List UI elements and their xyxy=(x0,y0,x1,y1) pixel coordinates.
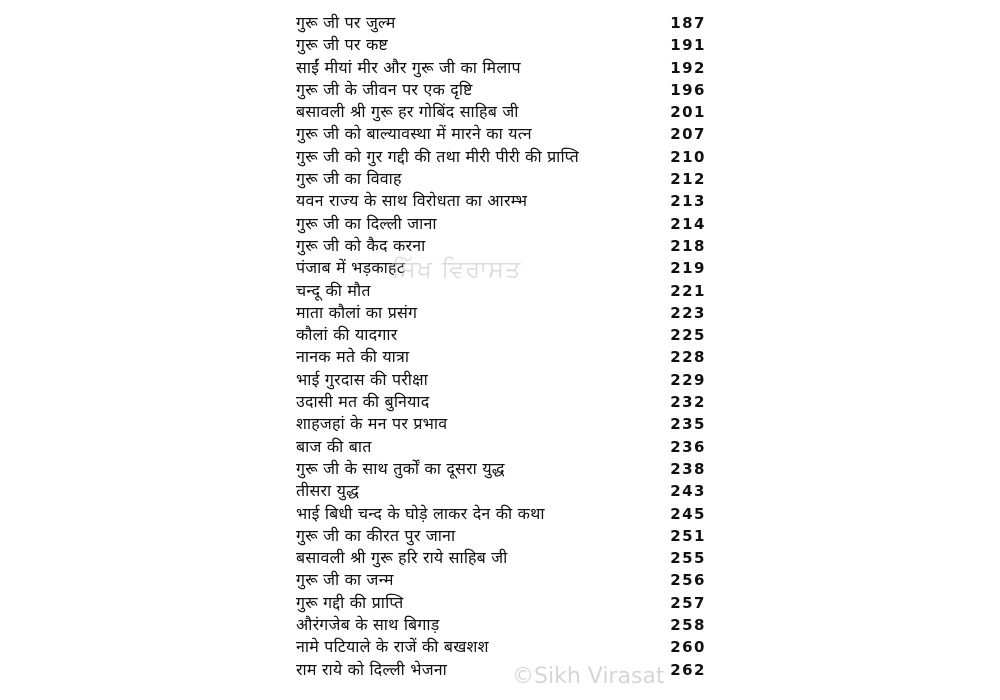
toc-entry xyxy=(296,391,706,413)
toc-entry xyxy=(296,168,706,190)
toc-entry-page-number: 192 xyxy=(670,58,706,77)
toc-entry-title: बसावली श्री गुरू हरि राये साहिब जी xyxy=(296,548,508,568)
toc-entry-title: बसावली श्री गुरू हर गोबिंद साहिब जी xyxy=(296,102,519,122)
toc-entry-page-number: 196 xyxy=(670,80,706,99)
toc-entry xyxy=(296,480,706,502)
toc-entry xyxy=(296,34,706,56)
toc-entry xyxy=(296,79,706,101)
toc-entry xyxy=(296,525,706,547)
toc-entry-title: गुरू जी के साथ तुर्कों का दूसरा युद्ध xyxy=(296,458,505,478)
toc-entry-page-number: 260 xyxy=(670,638,706,657)
toc-entry-page-number: 201 xyxy=(670,103,706,122)
toc-entry-page-number: 187 xyxy=(670,14,706,32)
toc-entry-page-number: 210 xyxy=(670,147,706,166)
toc-entry-title: नामे पटियाले के राजें की बखशश xyxy=(296,637,489,657)
toc-entry xyxy=(296,503,706,525)
toc-entry-title: भाई बिधी चन्द के घोड़े लाकर देन की कथा xyxy=(296,503,545,523)
toc-entry-title: चन्दू की मौत xyxy=(296,280,371,300)
toc-entry-title: बाज की बात xyxy=(296,436,372,456)
toc-entry-page-number: 191 xyxy=(670,36,706,55)
toc-entry xyxy=(296,101,706,123)
toc-entry-title: गुरू जी का विवाह xyxy=(296,169,402,189)
toc-entry xyxy=(296,592,706,614)
toc-entry xyxy=(296,569,706,591)
toc-entry-title: नानक मते की यात्रा xyxy=(296,347,410,367)
toc-entry-title: गुरू जी को गुर गद्दी की तथा मीरी पीरी की प्राप्ति xyxy=(296,146,579,166)
toc-entry-title: गुरू जी का दिल्ली जाना xyxy=(296,213,437,233)
toc-entry-page-number: 251 xyxy=(670,526,706,545)
toc-entry-title: गुरू जी पर जुल्म xyxy=(296,13,396,32)
toc-entry-title: राम राये को दिल्ली भेजना xyxy=(296,659,447,679)
toc-entry-page-number: 221 xyxy=(670,281,706,300)
toc-entry xyxy=(296,614,706,636)
toc-entry-page-number: 236 xyxy=(670,437,706,456)
toc-entry-page-number: 235 xyxy=(670,415,706,434)
toc-entry-title: गुरू जी को बाल्यावस्था में मारने का यत्न xyxy=(296,124,532,144)
toc-entry xyxy=(296,636,706,658)
toc-entry-title: गुरू जी का कीरत पुर जाना xyxy=(296,525,456,545)
toc-entry-page-number: 219 xyxy=(670,259,706,278)
toc-entry xyxy=(296,146,706,168)
toc-entry-page-number: 212 xyxy=(670,170,706,189)
toc-entry xyxy=(296,302,706,324)
toc-entry-page-number: 207 xyxy=(670,125,706,144)
toc-entry-page-number: 228 xyxy=(670,348,706,367)
toc-entry-page-number: 214 xyxy=(670,214,706,233)
toc-entry xyxy=(296,413,706,435)
toc-entry-page-number: 218 xyxy=(670,236,706,255)
toc-entry-title: भाई गुरदास की परीक्षा xyxy=(296,369,428,389)
toc-entry xyxy=(296,213,706,235)
toc-entry-page-number: 232 xyxy=(670,393,706,412)
toc-entry xyxy=(296,324,706,346)
toc-entry-page-number: 262 xyxy=(670,660,706,679)
toc-entry-title: गुरू गद्दी की प्राप्ति xyxy=(296,592,404,612)
toc-entry-title: साईं मीयां मीर और गुरू जी का मिलाप xyxy=(296,57,521,77)
toc-entry xyxy=(296,346,706,368)
toc-entry xyxy=(296,123,706,145)
toc-entry xyxy=(296,436,706,458)
toc-entry-page-number: 255 xyxy=(670,549,706,568)
toc-entry xyxy=(296,57,706,79)
toc-entry-page-number: 213 xyxy=(670,192,706,211)
watermark-copyright: ©Sikh Virasat xyxy=(512,664,665,689)
toc-entry-page-number: 223 xyxy=(670,303,706,322)
table-of-contents xyxy=(296,12,706,681)
toc-entry xyxy=(296,235,706,257)
toc-entry xyxy=(296,12,706,34)
toc-entry-title: माता कौलां का प्रसंग xyxy=(296,302,418,322)
toc-entry-title: यवन राज्य के साथ विरोधता का आरम्भ xyxy=(296,191,528,211)
toc-entry-page-number: 256 xyxy=(670,571,706,590)
toc-entry-page-number: 229 xyxy=(670,370,706,389)
toc-entry xyxy=(296,547,706,569)
toc-entry-title: गुरू जी के जीवन पर एक दृष्टि xyxy=(296,79,473,99)
toc-entry-title: उदासी मत की बुनियाद xyxy=(296,392,430,412)
toc-entry-title: शाहजहां के मन पर प्रभाव xyxy=(296,414,448,434)
toc-entry-title: औरंगजेब के साथ बिगाड़ xyxy=(296,615,440,635)
toc-entry-title: गुरू जी पर कष्ट xyxy=(296,35,388,55)
toc-entry-title: पंजाब में भड़काहट xyxy=(296,258,405,278)
toc-entry xyxy=(296,190,706,212)
toc-entry-page-number: 225 xyxy=(670,326,706,345)
watermark-gurmukhi: ਸਿੱਖ ਵਿਰਾਸਤ xyxy=(392,255,522,283)
toc-entry-title: गुरू जी का जन्म xyxy=(296,570,394,590)
toc-entry-title: कौलां की यादगार xyxy=(296,325,398,345)
toc-entry-page-number: 257 xyxy=(670,593,706,612)
toc-entry-page-number: 238 xyxy=(670,459,706,478)
toc-entry xyxy=(296,369,706,391)
toc-entry-page-number: 245 xyxy=(670,504,706,523)
toc-entry-page-number: 243 xyxy=(670,482,706,501)
toc-entry-page-number: 258 xyxy=(670,616,706,635)
toc-entry xyxy=(296,458,706,480)
toc-entry-title: तीसरा युद्ध xyxy=(296,481,360,501)
toc-entry-title: गुरू जी को कैद करना xyxy=(296,235,426,255)
